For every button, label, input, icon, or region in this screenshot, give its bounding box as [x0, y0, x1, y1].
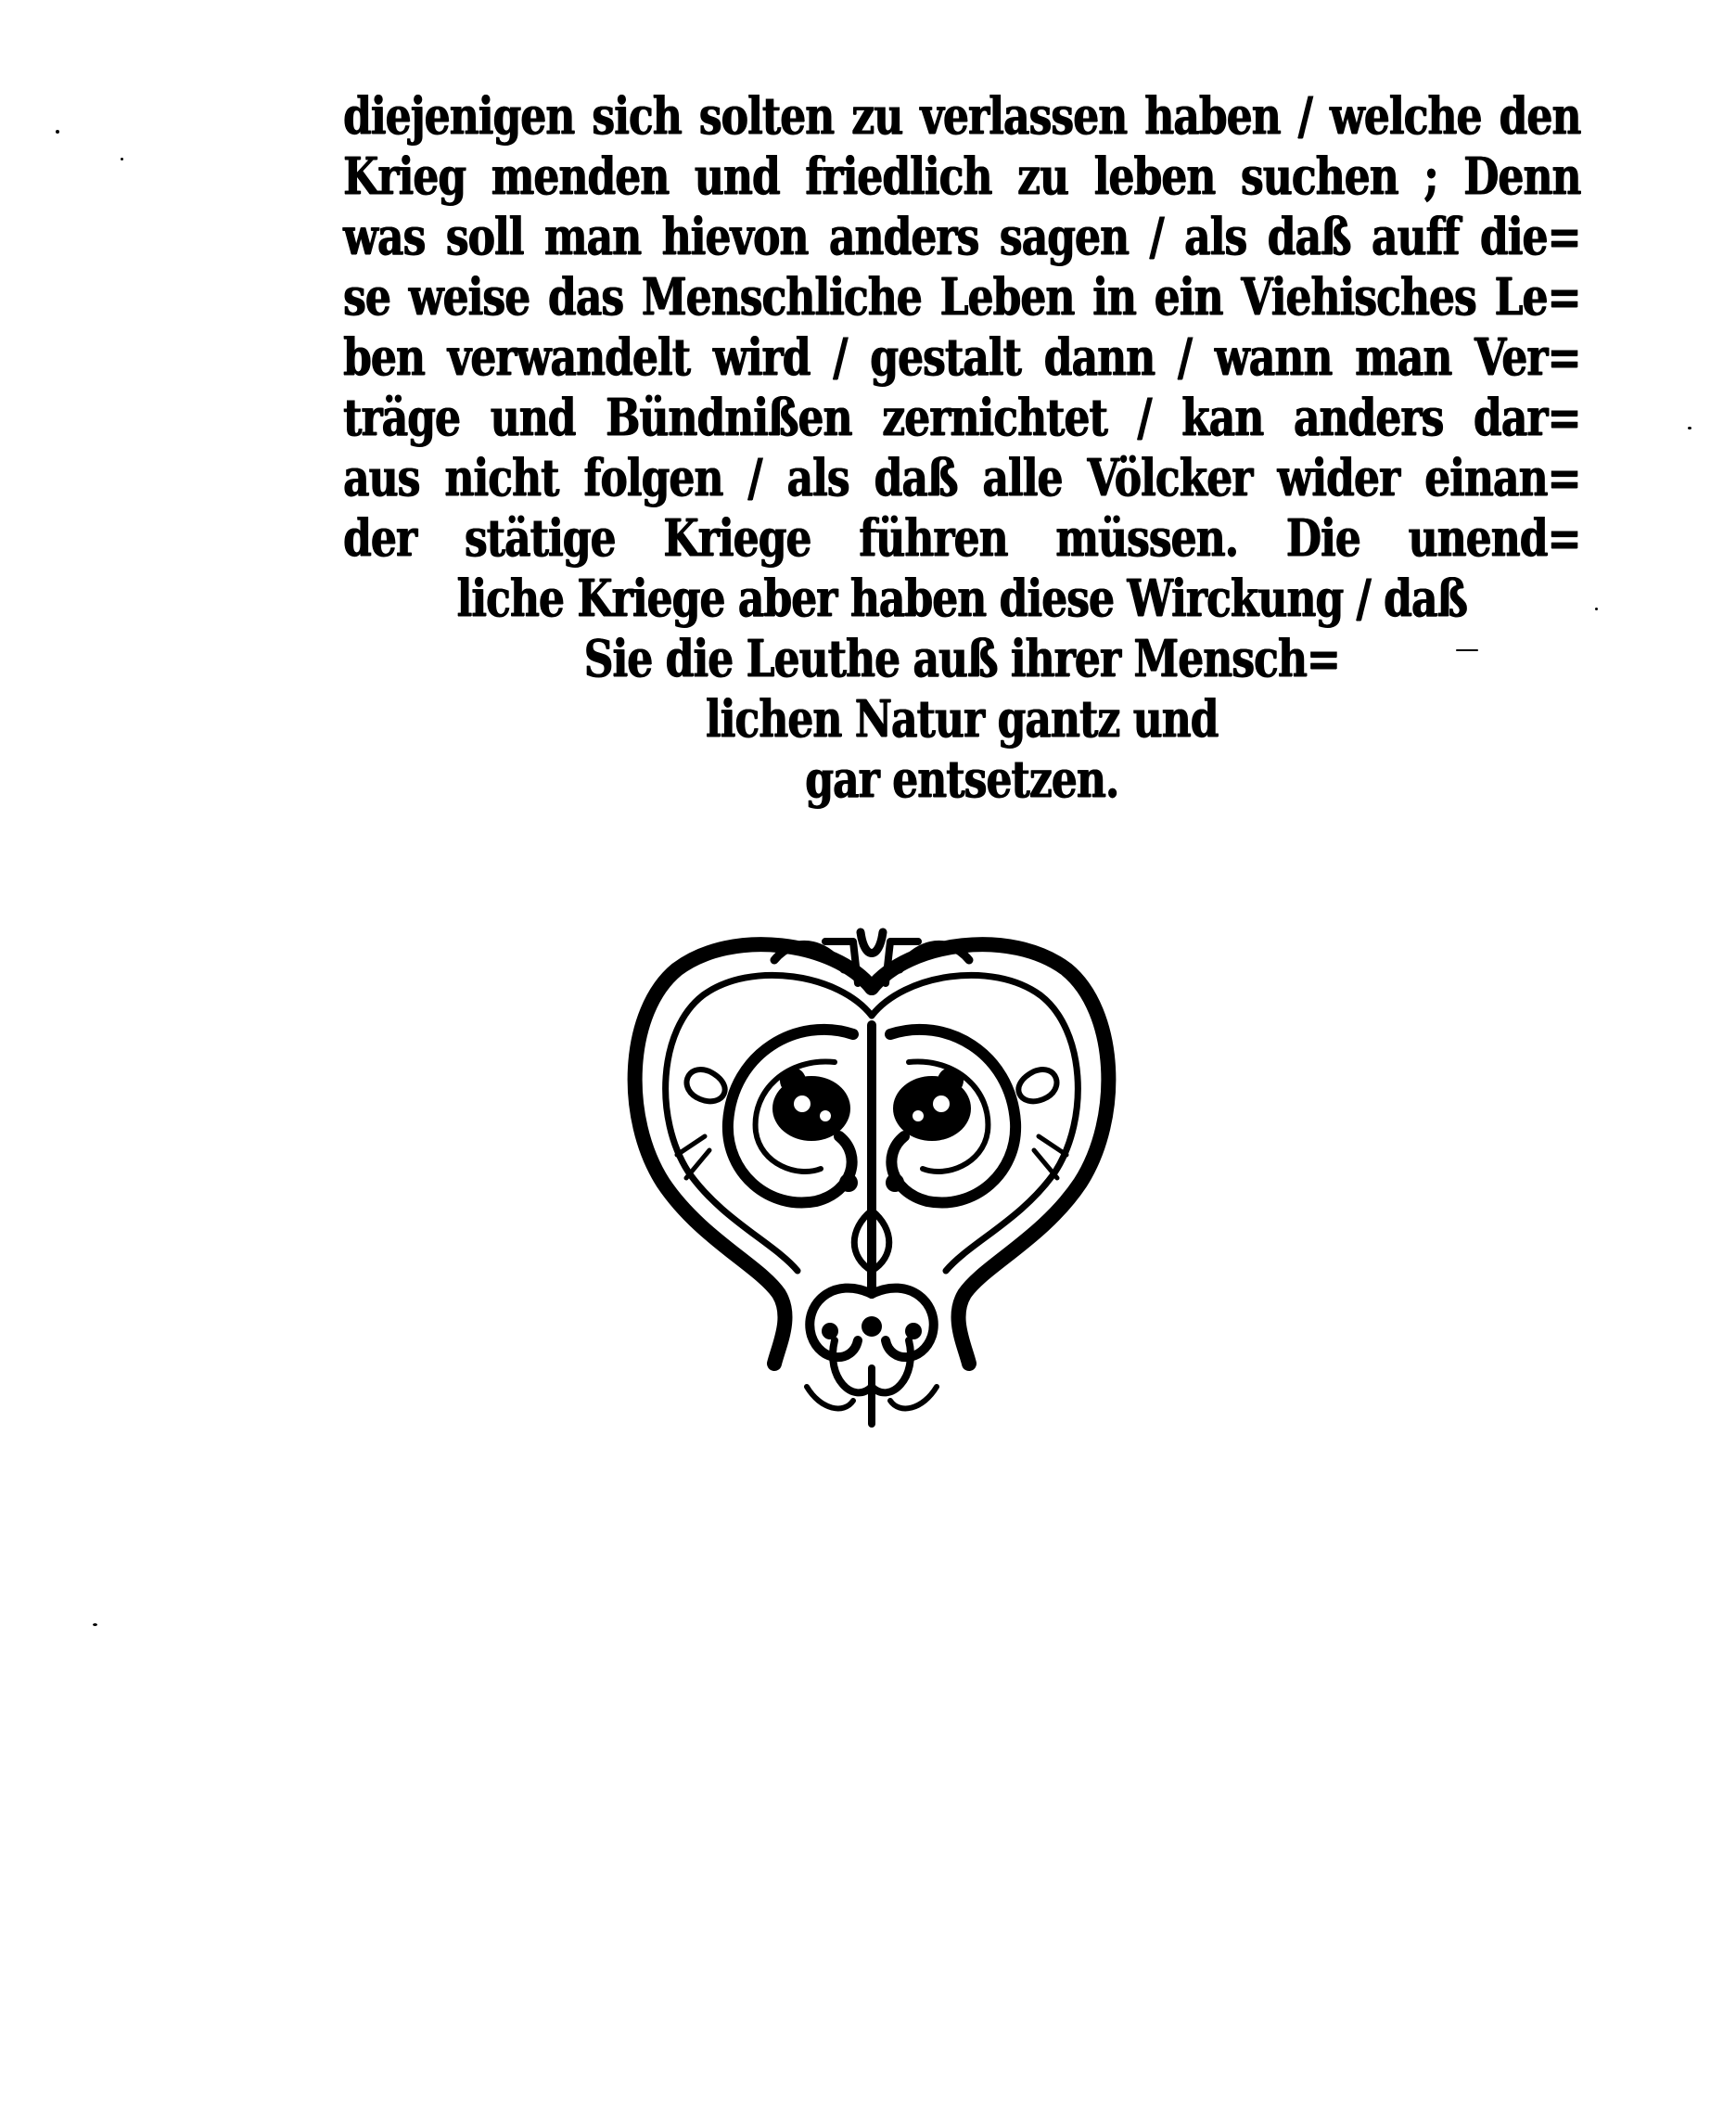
text-line-12: gar entsetzen. [805, 749, 1119, 809]
ink-speck [93, 1623, 97, 1626]
floral-tailpiece-icon [621, 904, 1122, 1498]
text-line-5: ben verwandelt wird / gestalt dann / wann man Ver= [343, 327, 1581, 387]
text-line-9: liche Kriege aber haben diese Wirckung / daß [456, 568, 1467, 628]
ink-speck [121, 158, 123, 160]
text-line-1: diejenigen sich solten zu verlassen haben / welche den [343, 85, 1581, 146]
text-line-8: der stätige Kriege führen müssen. Die unend= [343, 507, 1581, 568]
ink-speck [1456, 649, 1478, 651]
text-line-7: aus nicht folgen / als daß alle Völcker wider einan= [343, 447, 1581, 507]
text-line-11: lichen Natur gantz und [705, 688, 1219, 749]
ink-speck [1688, 427, 1691, 429]
body-text [343, 85, 1581, 809]
text-line-4: se weise das Menschliche Leben in ein Viehisches Le= [343, 266, 1581, 327]
text-line-10: Sie die Leuthe auß ihrer Mensch= [583, 628, 1340, 688]
ink-speck [1595, 608, 1598, 610]
text-line-2: Krieg menden und friedlich zu leben suchen ; Denn [343, 146, 1581, 206]
ink-speck [56, 130, 59, 134]
text-line-3: was soll man hievon anders sagen / als daß auff die= [343, 206, 1581, 266]
text-line-6: träge und Bündnißen zernichtet / kan anders dar= [343, 387, 1581, 447]
